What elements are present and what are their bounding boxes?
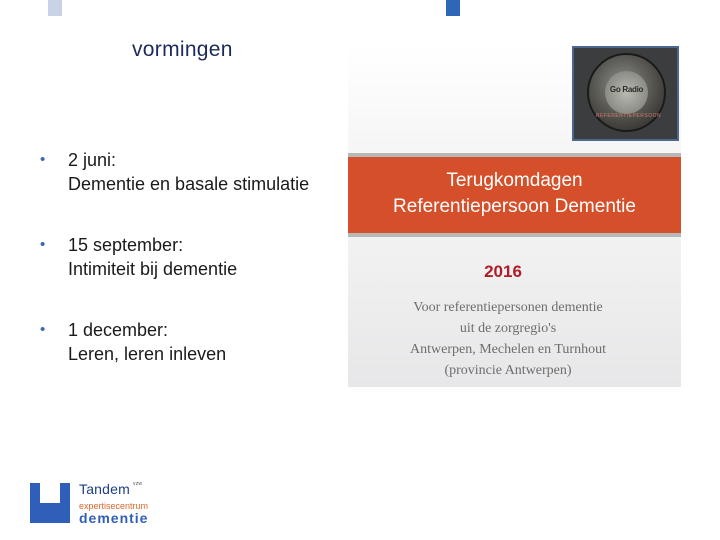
bullet-topic: Intimiteit bij dementie bbox=[68, 259, 238, 279]
logo-bar-right bbox=[60, 483, 70, 523]
bullet-date: 1 december: bbox=[68, 320, 169, 340]
event-poster bbox=[348, 44, 681, 387]
banner-title-line1: Terugkomdagen bbox=[446, 170, 583, 191]
logo-bar-left bbox=[30, 483, 40, 523]
tandem-logo-icon bbox=[30, 483, 70, 523]
bullet-topic: Leren, leren inleven bbox=[68, 344, 227, 364]
bullet-dot-icon: • bbox=[40, 236, 46, 253]
badge-icon bbox=[587, 53, 666, 132]
poster-banner bbox=[348, 153, 681, 237]
logo-subtitle-expertise: expertisecentrum bbox=[79, 501, 149, 511]
bullet-dot-icon: • bbox=[40, 321, 46, 338]
bullet-item bbox=[40, 233, 360, 281]
logo-name-text: Tandem bbox=[79, 481, 131, 497]
slide-title: vormingen bbox=[132, 38, 233, 61]
bullet-list bbox=[40, 148, 360, 403]
badge-logo-text: Go Radio bbox=[609, 85, 644, 94]
tandem-logo bbox=[30, 481, 170, 526]
logo-subtitle-dementie: dementie bbox=[79, 510, 149, 526]
subtitle-line: (provincie Antwerpen) bbox=[444, 363, 572, 378]
poster-subtitle bbox=[348, 297, 668, 381]
top-decoration-left bbox=[48, 0, 62, 16]
badge-center bbox=[605, 71, 648, 114]
logo-bar-bottom bbox=[40, 503, 60, 523]
badge-photo bbox=[572, 46, 679, 141]
subtitle-line: Antwerpen, Mechelen en Turnhout bbox=[410, 342, 606, 357]
poster-year: 2016 bbox=[484, 262, 522, 281]
subtitle-line: Voor referentiepersonen dementie bbox=[413, 300, 603, 315]
bullet-dot-icon: • bbox=[40, 151, 46, 168]
bullet-topic: Dementie en basale stimulatie bbox=[68, 174, 310, 194]
badge-ring-text: REFERENTIEPERSOON bbox=[595, 113, 662, 119]
banner-title-line2: Referentiepersoon Dementie bbox=[393, 196, 636, 217]
subtitle-line: uit de zorgregio's bbox=[459, 321, 557, 336]
bullet-item bbox=[40, 318, 360, 366]
bullet-item bbox=[40, 148, 360, 196]
top-decoration-right bbox=[446, 0, 460, 16]
logo-name-suffix: vzw bbox=[133, 481, 143, 487]
logo-name bbox=[79, 481, 142, 497]
bullet-date: 15 september: bbox=[68, 235, 184, 255]
bullet-date: 2 juni: bbox=[68, 150, 117, 170]
